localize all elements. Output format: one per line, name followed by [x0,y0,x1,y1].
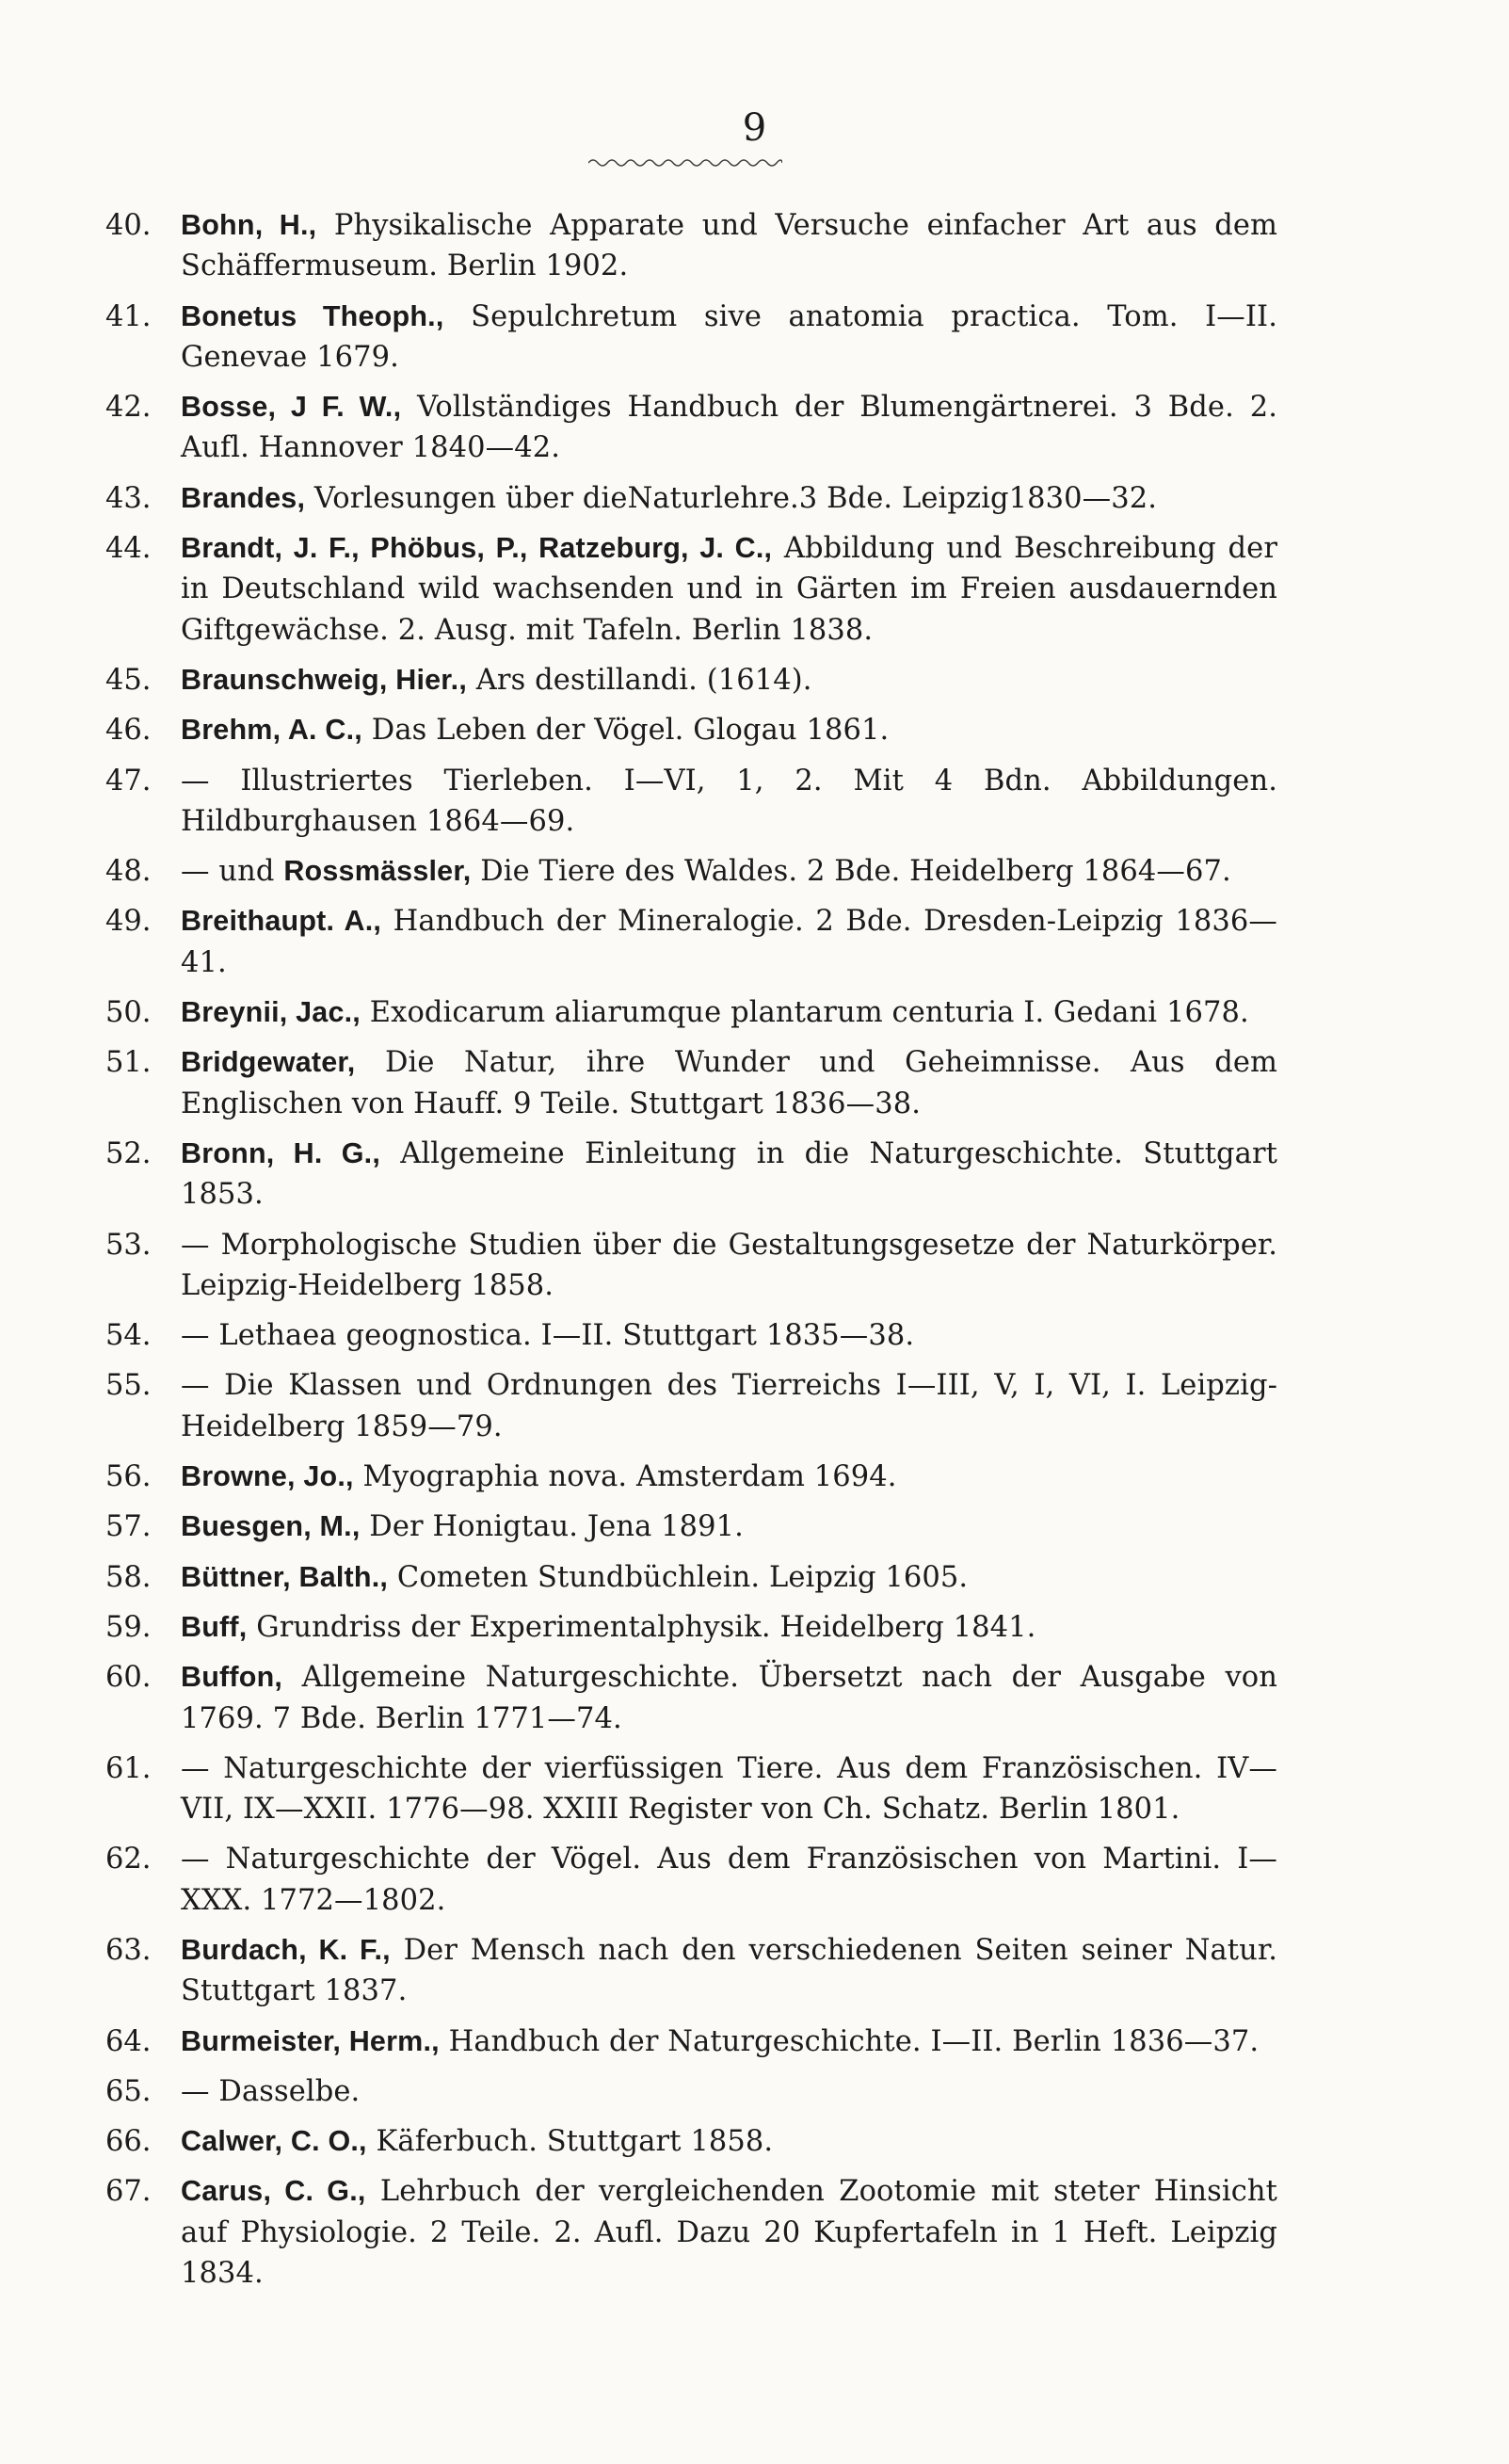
entry-author: Breithaupt. A., [181,905,382,938]
entry-title: Lehrbuch der vergleichenden Zootomie mit steter Hinsicht auf Physiologie. 2 Teile. 2. Aufl. Dazu 20 Kupfertafeln in 1 Heft. Leipzig 1834. [181,2175,1277,2291]
list-item [105,1930,1277,2012]
entry-number: 54. [105,1319,152,1353]
list-item [105,761,1277,843]
list-item [105,1557,1277,1598]
list-item [105,1225,1277,1307]
entry-number: 66. [105,2125,152,2159]
entry-author: Browne, Jo., [181,1460,354,1493]
entry-title: — Dasselbe. [181,2074,361,2108]
entry-title: — Illustriertes Tierleben. I—VI, 1, 2. Mit 4 Bdn. Abbildungen. Hildburghausen 1864—69. [181,764,1277,838]
entry-number: 53. [105,1228,152,1262]
entry-number: 52. [105,1136,152,1170]
entry-text [181,2171,1277,2294]
entry-title: Handbuch der Naturgeschichte. I—II. Berlin 1836—37. [439,2024,1260,2058]
entry-title: Vorlesungen über dieNaturlehre.3 Bde. Leipzig1830—32. [305,481,1158,515]
entry-number: 64. [105,2024,152,2058]
entry-text [181,1042,1277,1124]
entry-author: Breynii, Jac., [181,996,361,1029]
list-item [105,1365,1277,1447]
entry-title: Myographia nova. Amsterdam 1694. [353,1460,897,1494]
entry-number: 48. [105,855,152,889]
entry-title: Allgemeine Einleitung in die Naturgeschichte. Stuttgart 1853. [181,1136,1277,1212]
list-item [105,660,1277,701]
entry-author: Burdach, K. F., [181,1933,391,1966]
entry-text [181,205,1277,287]
entry-title: Das Leben der Vögel. Glogau 1861. [361,714,890,748]
entry-number: 67. [105,2175,152,2209]
entry-number: 60. [105,1661,152,1695]
entry-text [181,528,1277,651]
list-item [105,528,1277,651]
list-item [105,1506,1277,1547]
entry-title: Der Mensch nach den verschiedenen Seiten seiner Natur. Stuttgart 1837. [181,1933,1277,2008]
list-item [105,1607,1277,1648]
entry-number: 42. [105,391,152,425]
entry-title: Sepulchretum sive anatomia practica. Tom. I—II. Genevae 1679. [181,299,1277,374]
entry-author: Bohn, H., [181,209,317,241]
entry-number: 59. [105,1610,152,1644]
entry-text [181,1557,1277,1598]
list-item [105,1748,1277,1830]
list-item [105,2171,1277,2294]
entry-number: 62. [105,1843,152,1876]
entry-author: Braunschweig, Hier., [181,663,468,696]
entry-text [181,1506,1277,1547]
entry-number: 41. [105,299,152,333]
entry-author: Brandes, [181,481,306,514]
entry-author: Buffon, [181,1661,283,1694]
list-item [105,1315,1277,1356]
entry-text [181,1134,1277,1216]
list-item [105,478,1277,519]
list-item [105,1134,1277,1216]
entry-author: Bronn, H. G., [181,1136,380,1169]
entry-text [181,1225,1277,1307]
list-item [105,1457,1277,1497]
entry-text [181,2071,1277,2112]
entry-title: Käferbuch. Stuttgart 1858. [366,2125,774,2159]
entry-author: Brehm, A. C., [181,714,362,747]
wavy-rule-ornament [588,156,782,169]
list-item [105,387,1277,469]
list-item [105,851,1277,892]
entry-text [181,710,1277,750]
entry-title: Exodicarum aliarumque plantarum centuria I. Gedani 1678. [360,996,1249,1030]
entry-author: Rossmässler, [283,855,472,888]
entry-title: Allgemeine Naturgeschichte. Übersetzt nach der Ausgabe von 1769. 7 Bde. Berlin 1771—74. [181,1661,1277,1735]
entry-title: — Lethaea geognostica. I—II. Stuttgart 1835—38. [181,1319,915,1353]
entry-number: 46. [105,714,152,748]
entry-author: Burmeister, Herm., [181,2024,440,2057]
entry-number: 58. [105,1560,152,1594]
entry-number: 47. [105,764,152,797]
entry-text [181,992,1277,1033]
entry-number: 56. [105,1460,152,1494]
entry-title: — Naturgeschichte der Vögel. Aus dem Französischen von Martini. I—XXX. 1772—1802. [181,1843,1277,1917]
page-number: 9 [742,106,767,150]
entry-title: Die Natur, ihre Wunder und Geheimnisse. Aus dem Englischen von Hauff. 9 Teile. Stuttgart 1836—38. [181,1046,1277,1120]
list-item [105,992,1277,1033]
entry-author: Bridgewater, [181,1046,356,1079]
list-item [105,1839,1277,1921]
list-item [105,297,1277,378]
entry-author: Carus, C. G., [181,2175,366,2208]
entry-text [181,1930,1277,2012]
entry-number: 61. [105,1751,152,1785]
entry-author: Büttner, Balth., [181,1560,389,1593]
entry-number: 65. [105,2074,152,2108]
entry-text [181,761,1277,843]
list-item [105,710,1277,750]
entry-title: Vollständiges Handbuch der Blumengärtnerei. 3 Bde. 2. Aufl. Hannover 1840—42. [181,391,1277,465]
entry-number: 45. [105,663,152,697]
entry-text [181,1315,1277,1356]
entry-title: Ars destillandi. (1614). [467,663,812,697]
entry-text [181,2021,1277,2062]
entry-author: Buff, [181,1610,248,1643]
entry-title: Abbildung und Beschreibung der in Deutschland wild wachsenden und in Gärten im Freien ausdauernden Giftgewächse. 2. Ausg. mit Tafeln. Berlin 1838. [181,532,1277,647]
entry-title: Physikalische Apparate und Versuche einfacher Art aus dem Schäffermuseum. Berlin 1902. [181,209,1277,283]
entry-number: 44. [105,532,152,566]
list-item [105,1042,1277,1124]
entry-text [181,1839,1277,1921]
list-item [105,2071,1277,2112]
entry-author: Bosse, J F. W., [181,391,402,424]
entry-number: 49. [105,905,152,939]
list-item [105,1657,1277,1739]
list-item [105,205,1277,287]
entry-text [181,387,1277,469]
bibliography-list [105,205,1277,2303]
list-item [105,901,1277,983]
entry-text [181,851,1277,892]
entry-title: — Die Klassen und Ordnungen des Tierreichs I—III, V, I, VI, I. Leipzig-Heidelberg 1859—79. [181,1369,1277,1443]
list-item [105,2121,1277,2162]
entry-number: 55. [105,1369,152,1403]
list-item [105,2021,1277,2062]
entry-number: 43. [105,481,152,515]
entry-title: Der Honigtau. Jena 1891. [360,1510,744,1544]
entry-title: Die Tiere des Waldes. 2 Bde. Heidelberg 1864—67. [471,855,1231,889]
entry-text [181,901,1277,983]
entry-text [181,1748,1277,1830]
entry-author: Brandt, J. F., Phöbus, P., Ratzeburg, J. C., [181,532,773,565]
entry-text [181,1607,1277,1648]
entry-prefix: — und [181,855,284,889]
entry-number: 63. [105,1933,152,1967]
entry-text [181,1657,1277,1739]
entry-number: 50. [105,996,152,1030]
entry-text [181,478,1277,519]
entry-number: 40. [105,209,152,242]
entry-title: Cometen Stundbüchlein. Leipzig 1605. [388,1560,969,1594]
entry-text [181,1365,1277,1447]
entry-title: Grundriss der Experimentalphysik. Heidelberg 1841. [247,1610,1036,1644]
entry-text [181,297,1277,378]
entry-text [181,1457,1277,1497]
entry-author: Buesgen, M., [181,1510,361,1543]
entry-author: Calwer, C. O., [181,2125,367,2158]
entry-author: Bonetus Theoph., [181,299,444,332]
entry-text [181,2121,1277,2162]
entry-text [181,660,1277,701]
entry-title: — Naturgeschichte der vierfüssigen Tiere. Aus dem Französischen. IV—VII, IX—XXII. 1776—98. XXIII Register von Ch. Schatz. Berlin 1801. [181,1751,1277,1827]
entry-title: Handbuch der Mineralogie. 2 Bde. Dresden-Leipzig 1836—41. [181,905,1277,979]
entry-number: 57. [105,1510,152,1544]
entry-number: 51. [105,1046,152,1080]
entry-title: — Morphologische Studien über die Gestaltungsgesetze der Naturkörper. Leipzig-Heidelberg 1858. [181,1228,1277,1302]
